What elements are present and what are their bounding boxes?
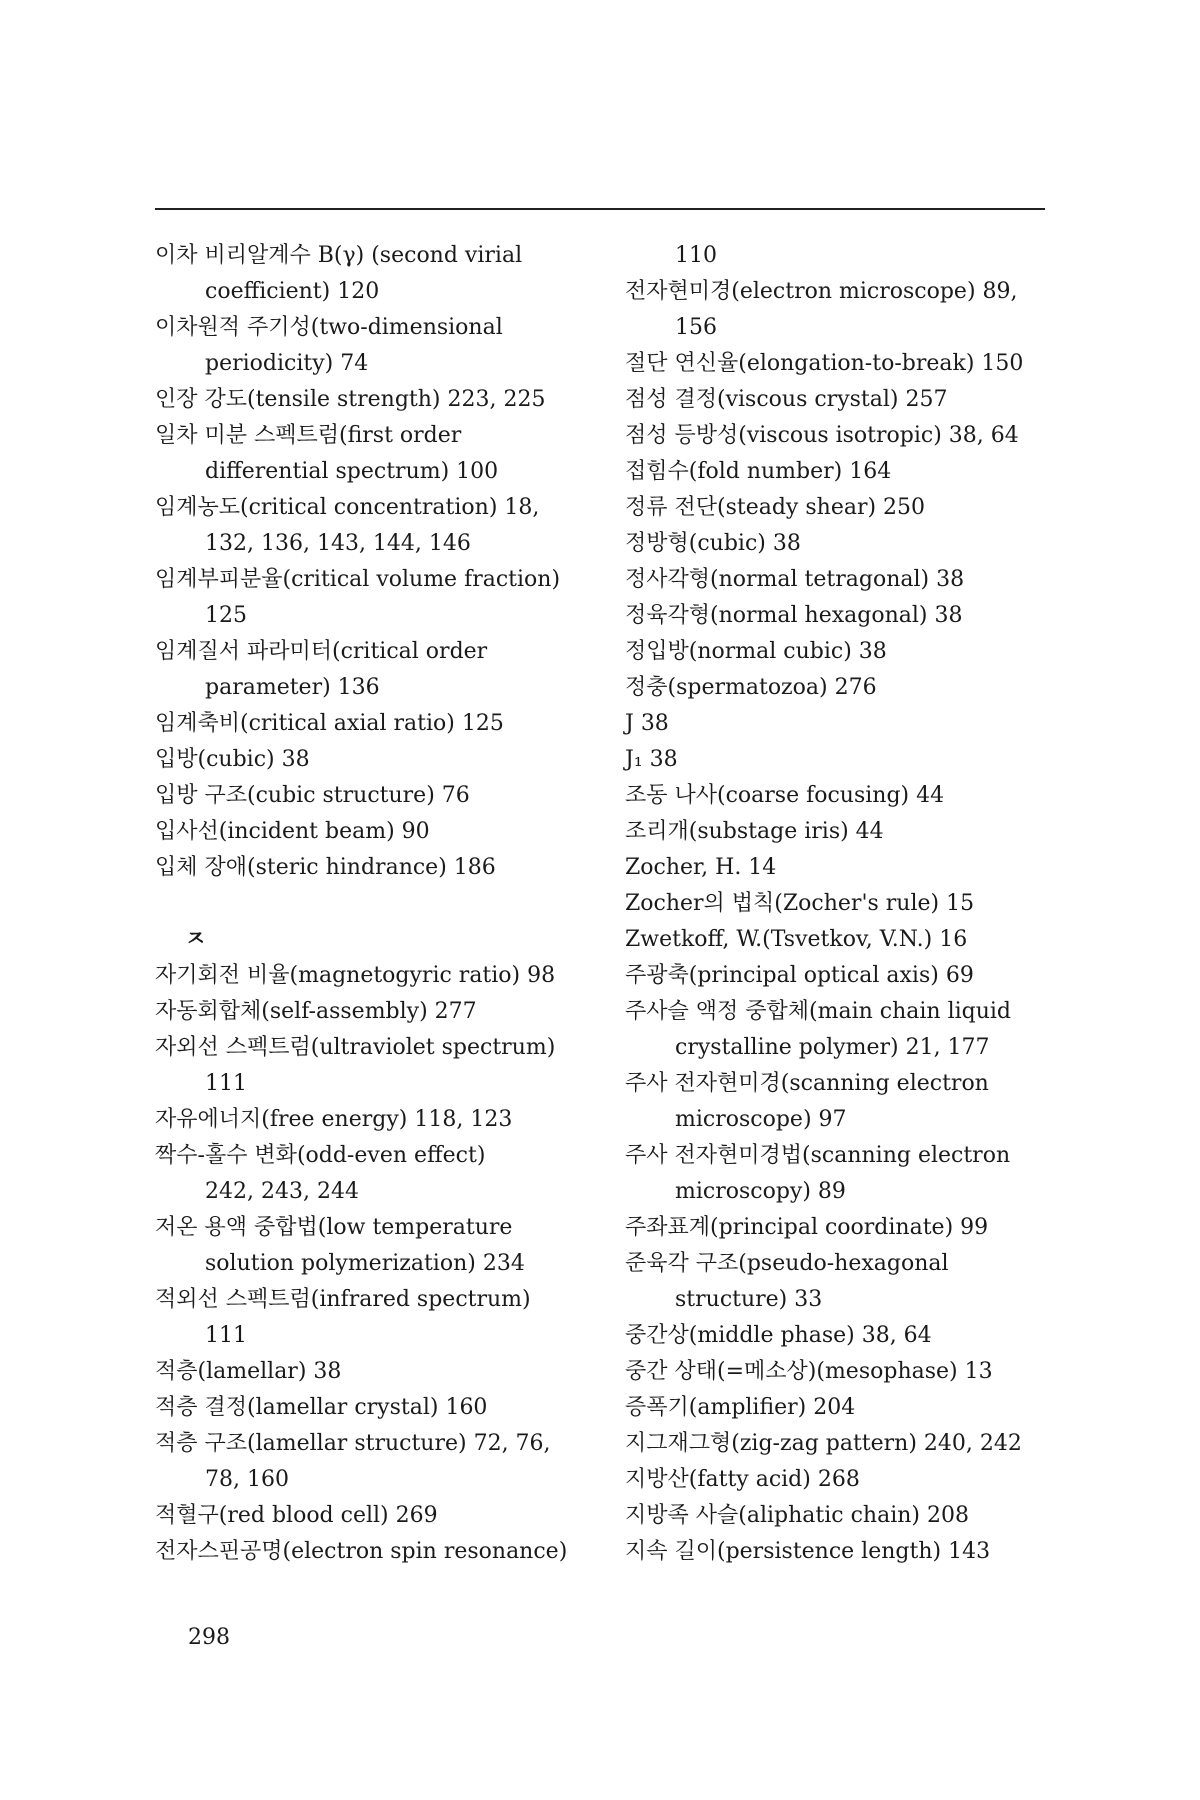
- index-entry-line: 중간 상태(=메소상)(mesophase) 13: [625, 1359, 993, 1384]
- index-entry-line: 입방(cubic) 38: [155, 747, 310, 772]
- index-entry-line: 주사 전자현미경(scanning electron: [625, 1071, 989, 1096]
- index-entry-line: microscope) 97: [675, 1107, 847, 1132]
- index-entry-line: 절단 연신율(elongation-to-break) 150: [625, 351, 1024, 376]
- index-entry-line: 78, 160: [205, 1467, 289, 1492]
- index-entry-line: 이차 비리알계수 B(γ) (second virial: [155, 243, 523, 268]
- index-entry-line: 자기회전 비율(magnetogyric ratio) 98: [155, 963, 556, 988]
- index-entry-line: 지방산(fatty acid) 268: [625, 1467, 860, 1492]
- index-entry-line: J₁ 38: [625, 747, 678, 772]
- index-entry-line: solution polymerization) 234: [205, 1251, 525, 1276]
- index-entry-line: Zwetkoff, W.(Tsvetkov, V.N.) 16: [625, 927, 968, 952]
- index-entry-line: 임계질서 파라미터(critical order: [155, 639, 488, 664]
- index-entry-line: 자외선 스펙트럼(ultraviolet spectrum): [155, 1035, 556, 1060]
- index-entry-line: coefficient) 120: [205, 279, 380, 304]
- index-entry-line: 입사선(incident beam) 90: [155, 819, 430, 844]
- index-entry-line: 적외선 스펙트럼(infrared spectrum): [155, 1287, 531, 1312]
- index-entry-line: 조리개(substage iris) 44: [625, 819, 884, 844]
- index-entry-line: 정류 전단(steady shear) 250: [625, 495, 926, 520]
- index-entry-line: 125: [205, 603, 247, 628]
- index-entry-line: 적층 구조(lamellar structure) 72, 76,: [155, 1431, 551, 1456]
- index-entry-line: 일차 미분 스펙트럼(first order: [155, 423, 462, 448]
- section-heading: ㅈ: [185, 927, 207, 952]
- index-entry-line: 지방족 사슬(aliphatic chain) 208: [625, 1503, 969, 1528]
- index-entry-line: 주사슬 액정 중합체(main chain liquid: [625, 999, 1012, 1024]
- index-entry-line: 자유에너지(free energy) 118, 123: [155, 1107, 513, 1132]
- index-entry-line: 임계축비(critical axial ratio) 125: [155, 711, 504, 736]
- index-entry-line: 156: [675, 315, 717, 340]
- header-rule: [155, 208, 1045, 210]
- index-entry-line: 전자스핀공명(electron spin resonance): [155, 1539, 568, 1564]
- index-entry-line: 132, 136, 143, 144, 146: [205, 531, 471, 556]
- index-entry-line: 111: [205, 1323, 247, 1348]
- index-entry-line: 111: [205, 1071, 247, 1096]
- index-entry-line: 접힘수(fold number) 164: [625, 459, 892, 484]
- index-entry-line: 110: [675, 243, 717, 268]
- index-entry-line: 정사각형(normal tetragonal) 38: [625, 567, 965, 592]
- index-entry-line: 적층 결정(lamellar crystal) 160: [155, 1395, 488, 1420]
- index-entry-line: J 38: [625, 711, 669, 736]
- index-entry-line: 조동 나사(coarse focusing) 44: [625, 783, 945, 808]
- index-entry-line: 정방형(cubic) 38: [625, 531, 801, 556]
- index-entry-line: 임계부피분율(critical volume fraction): [155, 567, 561, 592]
- index-entry-line: 242, 243, 244: [205, 1179, 359, 1204]
- index-entry-line: 전자현미경(electron microscope) 89,: [625, 279, 1018, 304]
- index-entry-line: 증폭기(amplifier) 204: [625, 1395, 856, 1420]
- index-entry-line: 입방 구조(cubic structure) 76: [155, 783, 470, 808]
- index-entry-line: parameter) 136: [205, 675, 380, 700]
- index-entry-line: 중간상(middle phase) 38, 64: [625, 1323, 932, 1348]
- index-entry-line: 이차원적 주기성(two-dimensional: [155, 315, 503, 340]
- index-entry-line: 정입방(normal cubic) 38: [625, 639, 887, 664]
- index-entry-line: 정충(spermatozoa) 276: [625, 675, 877, 700]
- index-entry-line: crystalline polymer) 21, 177: [675, 1035, 990, 1060]
- index-entry-line: differential spectrum) 100: [205, 459, 499, 484]
- index-entry-line: 자동회합체(self-assembly) 277: [155, 999, 477, 1024]
- index-entry-line: 적층(lamellar) 38: [155, 1359, 342, 1384]
- index-column-left: [155, 238, 595, 1570]
- index-entry-line: 주광축(principal optical axis) 69: [625, 963, 974, 988]
- index-entry-line: 주좌표계(principal coordinate) 99: [625, 1215, 989, 1240]
- index-entry-line: 짝수-홀수 변화(odd-even effect): [155, 1143, 486, 1168]
- index-entry-line: 주사 전자현미경법(scanning electron: [625, 1143, 1011, 1168]
- index-entry-line: 입체 장애(steric hindrance) 186: [155, 855, 496, 880]
- index-entry-line: periodicity) 74: [205, 351, 369, 376]
- index-entry-line: 인장 강도(tensile strength) 223, 225: [155, 387, 546, 412]
- page-number: 298: [188, 1625, 230, 1650]
- index-entry-line: 지그재그형(zig-zag pattern) 240, 242: [625, 1431, 1022, 1456]
- index-entry-line: 적혈구(red blood cell) 269: [155, 1503, 438, 1528]
- index-entry-line: 점성 결정(viscous crystal) 257: [625, 387, 948, 412]
- index-entry-line: microscopy) 89: [675, 1179, 846, 1204]
- index-column-right: [625, 238, 1055, 1570]
- index-entry-line: structure) 33: [675, 1287, 823, 1312]
- index-entry-line: 저온 용액 중합법(low temperature: [155, 1215, 513, 1240]
- index-entry-line: 준육각 구조(pseudo-hexagonal: [625, 1251, 949, 1276]
- spacer: [155, 886, 595, 922]
- index-entry-line: Zocher의 법칙(Zocher's rule) 15: [625, 891, 975, 916]
- index-entry-line: 임계농도(critical concentration) 18,: [155, 495, 540, 520]
- index-entry-line: 지속 길이(persistence length) 143: [625, 1539, 991, 1564]
- index-entry-line: Zocher, H. 14: [625, 855, 777, 880]
- index-entry-line: 점성 등방성(viscous isotropic) 38, 64: [625, 423, 1019, 448]
- index-entry-line: 정육각형(normal hexagonal) 38: [625, 603, 963, 628]
